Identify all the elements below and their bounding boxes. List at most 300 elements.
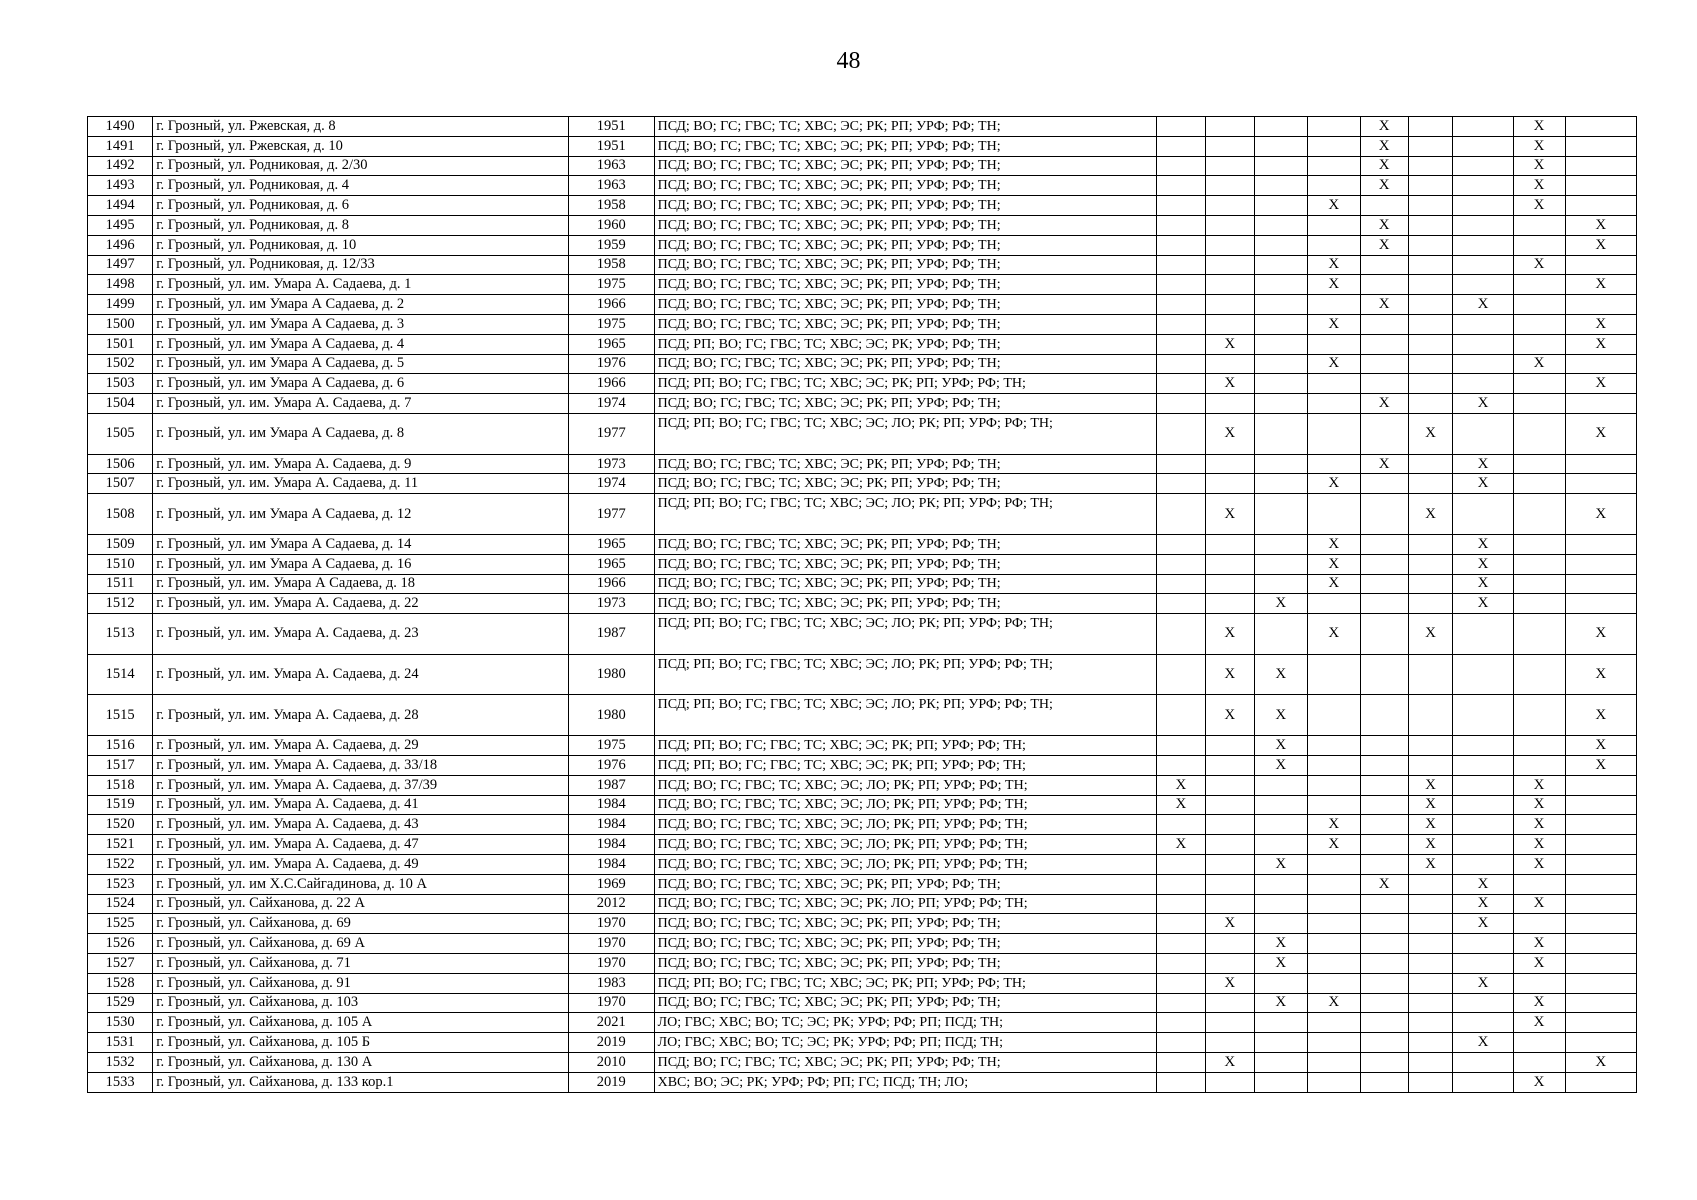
period-mark-cell-4: X [1307,474,1360,494]
year-cell: 1987 [569,614,655,655]
period-mark-cell-2: X [1205,614,1254,655]
period-mark-cell-7 [1453,354,1513,374]
period-mark-cell-8 [1513,614,1565,655]
row-number-cell: 1503 [88,374,153,394]
address-cell: г. Грозный, ул. Сайханова, д. 69 А [153,934,569,954]
period-mark-cell-5 [1360,795,1408,815]
address-cell: г. Грозный, ул. Сайханова, д. 105 А [153,1013,569,1033]
address-cell: г. Грозный, ул. им. Умара А. Садаева, д. 43 [153,815,569,835]
period-mark-cell-4: X [1307,354,1360,374]
period-mark-cell-6 [1408,334,1453,354]
period-mark-cell-1: X [1156,775,1205,795]
address-cell: г. Грозный, ул. им. Умара А. Садаева, д. 24 [153,654,569,695]
period-mark-cell-6 [1408,1072,1453,1092]
works-list-cell: ПСД; ВО; ГС; ГВС; ТС; ХВС; ЭС; РК; РП; УРФ; РФ; ТН; [654,993,1156,1013]
period-mark-cell-2 [1205,795,1254,815]
period-mark-cell-4 [1307,1072,1360,1092]
table-row [88,736,1637,756]
period-mark-cell-6 [1408,534,1453,554]
period-mark-cell-7: X [1453,534,1513,554]
period-mark-cell-3 [1254,1052,1307,1072]
period-mark-cell-8: X [1513,775,1565,795]
table-row [88,215,1637,235]
works-list-cell: ПСД; ВО; ГС; ГВС; ТС; ХВС; ЭС; РК; РП; УРФ; РФ; ТН; [654,314,1156,334]
address-cell: г. Грозный, ул. Сайханова, д. 103 [153,993,569,1013]
row-number-cell: 1497 [88,255,153,275]
year-cell: 1963 [569,156,655,176]
period-mark-cell-4 [1307,176,1360,196]
period-mark-cell-7: X [1453,874,1513,894]
table-row [88,117,1637,137]
period-mark-cell-5: X [1360,235,1408,255]
address-cell: г. Грозный, ул. им. Умара А. Садаева, д. 33/18 [153,755,569,775]
table-row [88,894,1637,914]
table-row [88,1052,1637,1072]
period-mark-cell-9: X [1565,755,1636,775]
period-mark-cell-7 [1453,953,1513,973]
period-mark-cell-2 [1205,215,1254,235]
period-mark-cell-9: X [1565,314,1636,334]
period-mark-cell-7 [1453,775,1513,795]
period-mark-cell-3: X [1254,594,1307,614]
works-list-cell: ПСД; ВО; ГС; ГВС; ТС; ХВС; ЭС; РК; РП; УРФ; РФ; ТН; [654,295,1156,315]
table-row [88,993,1637,1013]
period-mark-cell-9 [1565,1072,1636,1092]
year-cell: 2019 [569,1033,655,1053]
period-mark-cell-3 [1254,835,1307,855]
period-mark-cell-4 [1307,874,1360,894]
period-mark-cell-7 [1453,314,1513,334]
table-row [88,156,1637,176]
period-mark-cell-7 [1453,736,1513,756]
period-mark-cell-3 [1254,334,1307,354]
period-mark-cell-1 [1156,275,1205,295]
period-mark-cell-5: X [1360,454,1408,474]
period-mark-cell-1 [1156,1013,1205,1033]
period-mark-cell-2 [1205,854,1254,874]
table-row [88,454,1637,474]
address-cell: г. Грозный, ул. Родниковая, д. 4 [153,176,569,196]
period-mark-cell-7 [1453,413,1513,454]
works-list-cell: ПСД; ВО; ГС; ГВС; ТС; ХВС; ЭС; ЛО; РК; РП; УРФ; РФ; ТН; [654,775,1156,795]
address-cell: г. Грозный, ул. Родниковая, д. 2/30 [153,156,569,176]
address-cell: г. Грозный, ул. Родниковая, д. 12/33 [153,255,569,275]
period-mark-cell-9: X [1565,235,1636,255]
period-mark-cell-9 [1565,1013,1636,1033]
period-mark-cell-1 [1156,894,1205,914]
period-mark-cell-9 [1565,474,1636,494]
period-mark-cell-5 [1360,334,1408,354]
address-cell: г. Грозный, ул. им. Умара А. Садаева, д. 37/39 [153,775,569,795]
year-cell: 1969 [569,874,655,894]
period-mark-cell-9 [1565,594,1636,614]
period-mark-cell-3 [1254,914,1307,934]
period-mark-cell-3 [1254,614,1307,655]
period-mark-cell-1 [1156,474,1205,494]
period-mark-cell-1 [1156,736,1205,756]
period-mark-cell-9 [1565,953,1636,973]
year-cell: 1965 [569,554,655,574]
period-mark-cell-1 [1156,874,1205,894]
period-mark-cell-7 [1453,815,1513,835]
period-mark-cell-1 [1156,354,1205,374]
period-mark-cell-9 [1565,874,1636,894]
works-list-cell: ПСД; ВО; ГС; ГВС; ТС; ХВС; ЭС; РК; РП; УРФ; РФ; ТН; [654,474,1156,494]
works-list-cell: ПСД; ВО; ГС; ГВС; ТС; ХВС; ЭС; РК; РП; УРФ; РФ; ТН; [654,176,1156,196]
period-mark-cell-5 [1360,835,1408,855]
period-mark-cell-1 [1156,334,1205,354]
period-mark-cell-1 [1156,1052,1205,1072]
period-mark-cell-9 [1565,554,1636,574]
period-mark-cell-2: X [1205,494,1254,535]
period-mark-cell-6 [1408,695,1453,736]
row-number-cell: 1499 [88,295,153,315]
period-mark-cell-9 [1565,176,1636,196]
table-row [88,474,1637,494]
period-mark-cell-6 [1408,176,1453,196]
table-row [88,494,1637,535]
year-cell: 1977 [569,413,655,454]
period-mark-cell-6 [1408,394,1453,414]
address-cell: г. Грозный, ул. им. Умара А. Садаева, д. 29 [153,736,569,756]
period-mark-cell-5 [1360,934,1408,954]
address-cell: г. Грозный, ул. им. Умара А. Садаева, д. 23 [153,614,569,655]
registry-table [87,116,1637,1093]
period-mark-cell-2 [1205,314,1254,334]
address-cell: г. Грозный, ул. им. Умара А. Садаева, д. 1 [153,275,569,295]
period-mark-cell-3: X [1254,934,1307,954]
address-cell: г. Грозный, ул. Родниковая, д. 6 [153,196,569,216]
period-mark-cell-3 [1254,176,1307,196]
period-mark-cell-7: X [1453,394,1513,414]
period-mark-cell-3 [1254,795,1307,815]
table-row [88,1013,1637,1033]
period-mark-cell-2: X [1205,654,1254,695]
period-mark-cell-3 [1254,1033,1307,1053]
row-number-cell: 1520 [88,815,153,835]
period-mark-cell-9 [1565,156,1636,176]
period-mark-cell-2 [1205,894,1254,914]
period-mark-cell-4 [1307,374,1360,394]
period-mark-cell-7 [1453,235,1513,255]
period-mark-cell-5: X [1360,874,1408,894]
period-mark-cell-6 [1408,914,1453,934]
period-mark-cell-8 [1513,574,1565,594]
period-mark-cell-6 [1408,374,1453,394]
table-row [88,314,1637,334]
period-mark-cell-1 [1156,117,1205,137]
period-mark-cell-2 [1205,934,1254,954]
address-cell: г. Грозный, ул. Сайханова, д. 130 А [153,1052,569,1072]
row-number-cell: 1507 [88,474,153,494]
row-number-cell: 1492 [88,156,153,176]
works-list-cell: ПСД; ВО; ГС; ГВС; ТС; ХВС; ЭС; ЛО; РК; РП; УРФ; РФ; ТН; [654,854,1156,874]
address-cell: г. Грозный, ул. Сайханова, д. 71 [153,953,569,973]
period-mark-cell-2 [1205,775,1254,795]
period-mark-cell-1 [1156,574,1205,594]
period-mark-cell-5 [1360,196,1408,216]
period-mark-cell-8: X [1513,835,1565,855]
period-mark-cell-4 [1307,1033,1360,1053]
works-list-cell: ПСД; ВО; ГС; ГВС; ТС; ХВС; ЭС; РК; РП; УРФ; РФ; ТН; [654,196,1156,216]
period-mark-cell-8: X [1513,255,1565,275]
period-mark-cell-2 [1205,454,1254,474]
period-mark-cell-9 [1565,534,1636,554]
row-number-cell: 1526 [88,934,153,954]
row-number-cell: 1513 [88,614,153,655]
period-mark-cell-2 [1205,815,1254,835]
period-mark-cell-4 [1307,775,1360,795]
period-mark-cell-1 [1156,394,1205,414]
period-mark-cell-8: X [1513,795,1565,815]
period-mark-cell-4 [1307,736,1360,756]
period-mark-cell-6 [1408,934,1453,954]
period-mark-cell-2 [1205,156,1254,176]
period-mark-cell-8 [1513,454,1565,474]
period-mark-cell-4 [1307,914,1360,934]
period-mark-cell-9 [1565,815,1636,835]
period-mark-cell-4 [1307,854,1360,874]
row-number-cell: 1528 [88,973,153,993]
year-cell: 1966 [569,574,655,594]
period-mark-cell-2 [1205,196,1254,216]
period-mark-cell-8 [1513,474,1565,494]
period-mark-cell-7 [1453,993,1513,1013]
period-mark-cell-2 [1205,755,1254,775]
period-mark-cell-4: X [1307,993,1360,1013]
period-mark-cell-6 [1408,953,1453,973]
period-mark-cell-1 [1156,295,1205,315]
period-mark-cell-2 [1205,736,1254,756]
period-mark-cell-3 [1254,413,1307,454]
table-row [88,594,1637,614]
period-mark-cell-2: X [1205,914,1254,934]
period-mark-cell-3 [1254,815,1307,835]
address-cell: г. Грозный, ул. им Умара А Садаева, д. 2 [153,295,569,315]
year-cell: 1970 [569,934,655,954]
row-number-cell: 1504 [88,394,153,414]
works-list-cell: ПСД; ВО; ГС; ГВС; ТС; ХВС; ЭС; РК; РП; УРФ; РФ; ТН; [654,354,1156,374]
address-cell: г. Грозный, ул. им. Умара А. Садаева, д. 9 [153,454,569,474]
period-mark-cell-1 [1156,953,1205,973]
period-mark-cell-6 [1408,117,1453,137]
period-mark-cell-3 [1254,574,1307,594]
period-mark-cell-4 [1307,1013,1360,1033]
period-mark-cell-4 [1307,215,1360,235]
period-mark-cell-7 [1453,275,1513,295]
table-row [88,275,1637,295]
period-mark-cell-7: X [1453,474,1513,494]
table-row [88,1072,1637,1092]
period-mark-cell-4 [1307,235,1360,255]
table-row [88,953,1637,973]
period-mark-cell-2 [1205,117,1254,137]
period-mark-cell-8 [1513,736,1565,756]
year-cell: 1975 [569,275,655,295]
period-mark-cell-9: X [1565,494,1636,535]
period-mark-cell-2 [1205,534,1254,554]
year-cell: 1959 [569,235,655,255]
period-mark-cell-5: X [1360,215,1408,235]
row-number-cell: 1532 [88,1052,153,1072]
period-mark-cell-9 [1565,1033,1636,1053]
period-mark-cell-7: X [1453,594,1513,614]
address-cell: г. Грозный, ул. им. Умара А. Садаева, д. 49 [153,854,569,874]
period-mark-cell-3 [1254,255,1307,275]
table-row [88,394,1637,414]
period-mark-cell-4 [1307,156,1360,176]
period-mark-cell-5 [1360,314,1408,334]
year-cell: 1960 [569,215,655,235]
period-mark-cell-4 [1307,494,1360,535]
address-cell: г. Грозный, ул. Родниковая, д. 8 [153,215,569,235]
period-mark-cell-8 [1513,654,1565,695]
period-mark-cell-7 [1453,1052,1513,1072]
period-mark-cell-1 [1156,314,1205,334]
period-mark-cell-8: X [1513,815,1565,835]
period-mark-cell-7 [1453,695,1513,736]
period-mark-cell-4: X [1307,534,1360,554]
period-mark-cell-3 [1254,235,1307,255]
year-cell: 1984 [569,795,655,815]
period-mark-cell-6 [1408,295,1453,315]
table-row [88,136,1637,156]
works-list-cell: ПСД; ВО; ГС; ГВС; ТС; ХВС; ЭС; РК; РП; УРФ; РФ; ТН; [654,394,1156,414]
address-cell: г. Грозный, ул. им Умара А Садаева, д. 16 [153,554,569,574]
year-cell: 1975 [569,314,655,334]
period-mark-cell-5 [1360,953,1408,973]
period-mark-cell-9: X [1565,736,1636,756]
period-mark-cell-9 [1565,136,1636,156]
address-cell: г. Грозный, ул. Сайханова, д. 133 кор.1 [153,1072,569,1092]
row-number-cell: 1502 [88,354,153,374]
row-number-cell: 1505 [88,413,153,454]
period-mark-cell-8 [1513,295,1565,315]
period-mark-cell-1 [1156,755,1205,775]
address-cell: г. Грозный, ул. им Умара А Садаева, д. 12 [153,494,569,535]
period-mark-cell-1 [1156,594,1205,614]
period-mark-cell-8 [1513,494,1565,535]
works-list-cell: ПСД; ВО; ГС; ГВС; ТС; ХВС; ЭС; РК; РП; УРФ; РФ; ТН; [654,454,1156,474]
works-list-cell: ПСД; РП; ВО; ГС; ГВС; ТС; ХВС; ЭС; РК; РП; УРФ; РФ; ТН; [654,973,1156,993]
year-cell: 1976 [569,354,655,374]
period-mark-cell-1 [1156,914,1205,934]
period-mark-cell-2 [1205,594,1254,614]
works-list-cell: ПСД; ВО; ГС; ГВС; ТС; ХВС; ЭС; РК; РП; УРФ; РФ; ТН; [654,156,1156,176]
year-cell: 1977 [569,494,655,535]
period-mark-cell-1 [1156,815,1205,835]
works-list-cell: ПСД; ВО; ГС; ГВС; ТС; ХВС; ЭС; РК; РП; УРФ; РФ; ТН; [654,1052,1156,1072]
period-mark-cell-5 [1360,993,1408,1013]
works-list-cell: ПСД; РП; ВО; ГС; ГВС; ТС; ХВС; ЭС; РК; РП; УРФ; РФ; ТН; [654,755,1156,775]
period-mark-cell-5 [1360,374,1408,394]
row-number-cell: 1525 [88,914,153,934]
period-mark-cell-6 [1408,196,1453,216]
period-mark-cell-1 [1156,156,1205,176]
period-mark-cell-6 [1408,275,1453,295]
period-mark-cell-1 [1156,413,1205,454]
period-mark-cell-8 [1513,215,1565,235]
year-cell: 1974 [569,474,655,494]
period-mark-cell-5 [1360,574,1408,594]
period-mark-cell-3 [1254,775,1307,795]
row-number-cell: 1495 [88,215,153,235]
works-list-cell: ПСД; ВО; ГС; ГВС; ТС; ХВС; ЭС; РК; РП; УРФ; РФ; ТН; [654,255,1156,275]
period-mark-cell-1 [1156,176,1205,196]
table-row [88,413,1637,454]
address-cell: г. Грозный, ул. Сайханова, д. 91 [153,973,569,993]
period-mark-cell-1 [1156,654,1205,695]
works-list-cell: ПСД; РП; ВО; ГС; ГВС; ТС; ХВС; ЭС; РК; УРФ; РФ; ТН; [654,334,1156,354]
works-list-cell: ПСД; РП; ВО; ГС; ГВС; ТС; ХВС; ЭС; ЛО; РК; РП; УРФ; РФ; ТН; [654,494,1156,535]
period-mark-cell-3 [1254,394,1307,414]
period-mark-cell-6 [1408,136,1453,156]
period-mark-cell-8: X [1513,1013,1565,1033]
period-mark-cell-3 [1254,474,1307,494]
works-list-cell: ПСД; ВО; ГС; ГВС; ТС; ХВС; ЭС; РК; РП; УРФ; РФ; ТН; [654,275,1156,295]
period-mark-cell-3: X [1254,736,1307,756]
works-list-cell: ЛО; ГВС; ХВС; ВО; ТС; ЭС; РК; УРФ; РФ; РП; ПСД; ТН; [654,1033,1156,1053]
period-mark-cell-9 [1565,973,1636,993]
period-mark-cell-9 [1565,854,1636,874]
period-mark-cell-2 [1205,235,1254,255]
period-mark-cell-6 [1408,156,1453,176]
period-mark-cell-9 [1565,574,1636,594]
period-mark-cell-2: X [1205,695,1254,736]
period-mark-cell-6: X [1408,835,1453,855]
year-cell: 1976 [569,755,655,775]
year-cell: 1987 [569,775,655,795]
period-mark-cell-5 [1360,275,1408,295]
table-row [88,235,1637,255]
period-mark-cell-1 [1156,934,1205,954]
table-row [88,295,1637,315]
period-mark-cell-9 [1565,775,1636,795]
works-list-cell: ПСД; РП; ВО; ГС; ГВС; ТС; ХВС; ЭС; ЛО; РК; РП; УРФ; РФ; ТН; [654,695,1156,736]
period-mark-cell-8: X [1513,934,1565,954]
period-mark-cell-2 [1205,554,1254,574]
address-cell: г. Грозный, ул. им Умара А Садаева, д. 5 [153,354,569,374]
period-mark-cell-5 [1360,854,1408,874]
period-mark-cell-8 [1513,413,1565,454]
table-row [88,554,1637,574]
period-mark-cell-6 [1408,1033,1453,1053]
year-cell: 2021 [569,1013,655,1033]
year-cell: 1958 [569,255,655,275]
address-cell: г. Грозный, ул. Сайханова, д. 22 А [153,894,569,914]
address-cell: г. Грозный, ул. Родниковая, д. 10 [153,235,569,255]
year-cell: 1980 [569,695,655,736]
row-number-cell: 1509 [88,534,153,554]
period-mark-cell-5 [1360,815,1408,835]
period-mark-cell-8 [1513,554,1565,574]
table-row [88,973,1637,993]
row-number-cell: 1514 [88,654,153,695]
period-mark-cell-5 [1360,1013,1408,1033]
period-mark-cell-6 [1408,215,1453,235]
period-mark-cell-3: X [1254,695,1307,736]
period-mark-cell-8: X [1513,993,1565,1013]
period-mark-cell-8 [1513,755,1565,775]
period-mark-cell-8: X [1513,196,1565,216]
period-mark-cell-7: X [1453,554,1513,574]
address-cell: г. Грозный, ул. им. Умара А. Садаева, д. 28 [153,695,569,736]
period-mark-cell-6 [1408,1013,1453,1033]
table-row [88,815,1637,835]
period-mark-cell-8 [1513,374,1565,394]
table-row [88,374,1637,394]
address-cell: г. Грозный, ул. им Умара А Садаева, д. 4 [153,334,569,354]
